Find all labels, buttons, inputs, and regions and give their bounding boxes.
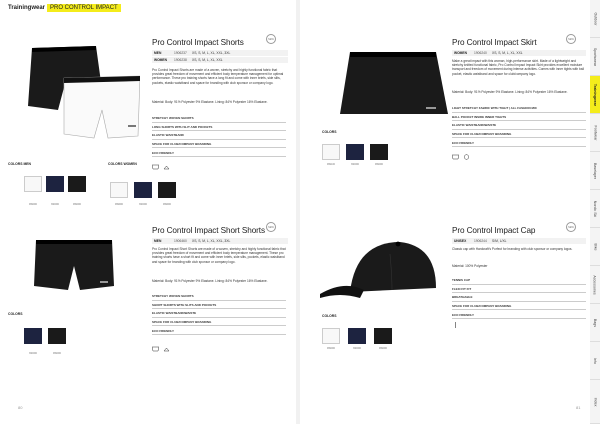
page-number: 81	[576, 405, 581, 410]
feature-item: ECO FRIENDLY	[452, 310, 586, 319]
tab-label: Info	[593, 357, 597, 364]
colors-label: COLORS	[322, 314, 337, 318]
swatch-code: 999900	[163, 203, 171, 206]
swatch-code: 390000	[351, 163, 359, 166]
tab-info[interactable]	[590, 342, 600, 380]
feature-item: BREATHABLE	[452, 293, 586, 302]
product-description: Pro Control Impact Shorts are made of a woven, stretchy and highly functional fabric that provides great freedom of movement and efficient body temperature management for optimal performance. These pro training shorts have a long fit and come with inner briefs, side slits, pockets, elastic waistband and space for branding with club sponsor or company logo.	[152, 68, 284, 85]
swatch-navy-men[interactable]	[46, 176, 64, 192]
size-cell: 1906237	[174, 51, 187, 55]
swatch-white[interactable]	[322, 328, 340, 344]
product-description: Classic cap with Hardcraft's Porfect for branding with club sponsor or company logos.	[452, 247, 573, 251]
badge-icon: NEW	[566, 34, 576, 44]
swatch-black[interactable]	[374, 328, 392, 344]
swatch-code: 390000	[29, 352, 37, 355]
feature-list	[452, 104, 586, 147]
right-page	[300, 0, 590, 424]
tab-label: Bags	[592, 318, 597, 327]
swatch-code: 999000	[73, 203, 81, 206]
wash-icon	[152, 164, 159, 170]
tab-footwear[interactable]	[590, 114, 600, 152]
tab-accessories[interactable]	[590, 266, 600, 304]
feature-item: ELASTIC WAISTBAND	[152, 131, 286, 140]
skirt-image	[340, 50, 448, 120]
colors-label: COLORS	[322, 130, 337, 134]
feature-item: BALL POCKET INSIDE INNER TIGHTS	[452, 113, 586, 122]
swatch-code: 390000	[51, 203, 59, 206]
feature-item: SHORT SHORTS WITH SLITS AND POCKETS	[152, 301, 286, 310]
product-description: Pro Control Impact Short Shorts are made of a woven, stretchy and highly functional fabric that provides great freedom of movement and efficient body temperature management. These pro training shorts have a short fit and come with inner briefs, side slits, pockets, elastic waistband and space for branding with club sponsor or company logo.	[152, 247, 286, 264]
size-cell: XS, S, M, L, XL, XXL	[492, 51, 523, 55]
recycle-icon	[463, 154, 470, 160]
product-material: Material: Body: 91% Polyester 9% Elastane. Lining: 84% Polyester 16% Elastane.	[452, 90, 568, 94]
tab-outdoor[interactable]	[590, 0, 600, 38]
section-tabs	[590, 0, 600, 424]
feature-list	[152, 114, 286, 157]
swatch-code: 999000	[53, 352, 61, 355]
swatch-code: 390000	[139, 203, 147, 206]
tab-label: Accessories	[593, 274, 597, 295]
swatch-code: 999000	[375, 163, 383, 166]
product-material: Material: 100% Polyester	[452, 264, 488, 268]
swatch-navy[interactable]	[348, 328, 366, 344]
colors-men-label: COLORS MEN	[8, 162, 31, 166]
swatch-navy[interactable]	[24, 328, 42, 344]
swatch-code: 999000	[327, 347, 335, 350]
swatch-black[interactable]	[48, 328, 66, 344]
size-cell: MEN	[154, 51, 162, 55]
care-icons	[152, 346, 170, 352]
tab-label: Nordic Ski	[593, 200, 598, 217]
feature-item: ECO FRIENDLY	[152, 148, 286, 157]
tab-label: Trainingwear	[593, 83, 598, 106]
size-cell: UNISEX	[454, 239, 467, 243]
section-subtitle: PRO CONTROL IMPACT	[47, 4, 121, 12]
swatch-code: 390000	[353, 347, 361, 350]
product-title: Pro Control Impact Short Shorts	[152, 226, 265, 235]
care-icons	[452, 154, 470, 160]
section-title: Trainingwear	[8, 4, 46, 11]
tab-label: Footwear	[593, 125, 598, 140]
feature-item: SPACE FOR CLUB/COMPANY BRANDING	[452, 130, 586, 139]
product-material: Material: Body: 91% Polyester 9% Elastane. Lining: 84% Polyester 16% Elastane.	[152, 100, 268, 104]
feature-item: ECO FRIENDLY	[452, 138, 586, 147]
feature-item: STRETCHY WOVEN SHORTS	[152, 114, 286, 123]
feature-item: ELASTIC WAISTBAND/WAISTE	[152, 309, 286, 318]
tab-nordic-ski[interactable]	[590, 190, 600, 228]
product-title: Pro Control Impact Cap	[452, 226, 536, 235]
swatch-navy[interactable]	[346, 144, 364, 160]
shorts-image	[28, 44, 140, 140]
size-cell: S/M, L/XL	[492, 239, 507, 243]
feature-list	[452, 276, 586, 319]
size-cell: 1906238	[174, 58, 187, 62]
badge-icon: NEW	[266, 222, 276, 232]
feature-item: SPACE FOR CLUB/COMPANY BRANDING	[152, 140, 286, 149]
left-page	[0, 0, 296, 424]
swatch-code: 999000	[379, 347, 387, 350]
colors-women-label: COLORS WOMEN	[108, 162, 137, 166]
size-cell: XS, S, M, L, XL, XXL, 3XL	[192, 51, 231, 55]
size-cell: 1906244	[474, 239, 487, 243]
size-cell: XS, S, M, L, XL, XXL, 3XL	[192, 239, 231, 243]
swatch-navy-women[interactable]	[134, 182, 152, 198]
feature-item: ECO FRIENDLY	[152, 326, 286, 335]
page-number: 80	[18, 405, 23, 410]
tab-label: Baselayer	[593, 162, 598, 179]
badge-icon: NEW	[566, 222, 576, 232]
feature-item: LIGHT STRETCHY FABRIC WITH TIGHT | ALL FASHION MIX	[452, 104, 586, 113]
badge-icon: NEW	[266, 34, 276, 44]
feature-item: STRETCHY WOVEN SHORTS	[152, 292, 286, 301]
swatch-black[interactable]	[370, 144, 388, 160]
feature-item: SPACE FOR CLUB/COMPANY BRANDING	[452, 302, 586, 311]
tab-bike[interactable]	[590, 228, 600, 266]
size-table	[452, 50, 586, 57]
wash-icon	[452, 154, 459, 160]
swatch-white-women[interactable]	[110, 182, 128, 198]
size-cell: 1906460	[174, 239, 187, 243]
feature-item: FLEXI FIT FIT	[452, 285, 586, 294]
product-description: Make a great impact with this woman, high-performance skirt. Made of a lightweight and stretchy knitted functional fabric, Pro Control Impact Impact Skirt provides excellent moisture transport and freedom of movement during intense activities. Comes with inner tights with ball pocket, elastic waistband and space for club/company logo.	[452, 59, 584, 76]
tab-label: Outdoor	[593, 12, 597, 25]
size-table	[152, 238, 288, 245]
tab-label: Index	[592, 397, 597, 406]
care-icons	[452, 322, 459, 328]
size-cell: 1906240	[474, 51, 487, 55]
tab-baselayer[interactable]	[590, 152, 600, 190]
product-material: Material: Body: 91% Polyester 9% Elastane. Lining: 84% Polyester 16% Elastane.	[152, 279, 268, 283]
swatch-code: 999000	[29, 203, 37, 206]
feature-list	[152, 292, 286, 335]
feature-item: LONG SHORTS WITH SLIT AND POCKETS	[152, 123, 286, 132]
swatch-code: 999100	[327, 163, 335, 166]
tab-trainingwear[interactable]	[590, 76, 600, 114]
size-table	[152, 50, 288, 64]
hanger-icon	[163, 164, 170, 170]
feature-item: ELASTIC WAISTBAND/WAISTE	[452, 121, 586, 130]
care-icons	[152, 164, 170, 170]
size-cell: MEN	[154, 239, 162, 243]
swatch-white[interactable]	[322, 144, 340, 160]
size-cell: WOMEN	[154, 58, 168, 62]
swatch-code: 999900	[115, 203, 123, 206]
tab-label: Bike	[593, 243, 597, 250]
tag-icon	[452, 322, 459, 328]
cap-image	[320, 236, 440, 300]
feature-item: SPACE FOR CLUB/COMPANY BRANDING	[152, 318, 286, 327]
section-header	[8, 3, 121, 12]
size-cell: XS, S, M, L, XL, XXL	[192, 58, 223, 62]
swatch-black-women[interactable]	[158, 182, 176, 198]
tab-label: Sportswear	[593, 47, 597, 66]
tab-bags[interactable]	[590, 304, 600, 342]
size-table	[452, 238, 586, 245]
product-title: Pro Control Impact Skirt	[452, 38, 537, 47]
feature-item: TENNIS CAP	[452, 276, 586, 285]
tab-index[interactable]	[590, 380, 600, 424]
product-title: Pro Control Impact Shorts	[152, 38, 244, 47]
wash-icon	[152, 346, 159, 352]
swatch-white-men[interactable]	[24, 176, 42, 192]
short-shorts-image	[34, 238, 114, 292]
colors-label: COLORS	[8, 312, 23, 316]
tab-sportswear[interactable]	[590, 38, 600, 76]
hanger-icon	[163, 346, 170, 352]
size-cell: WOMEN	[454, 51, 468, 55]
swatch-black-men[interactable]	[68, 176, 86, 192]
